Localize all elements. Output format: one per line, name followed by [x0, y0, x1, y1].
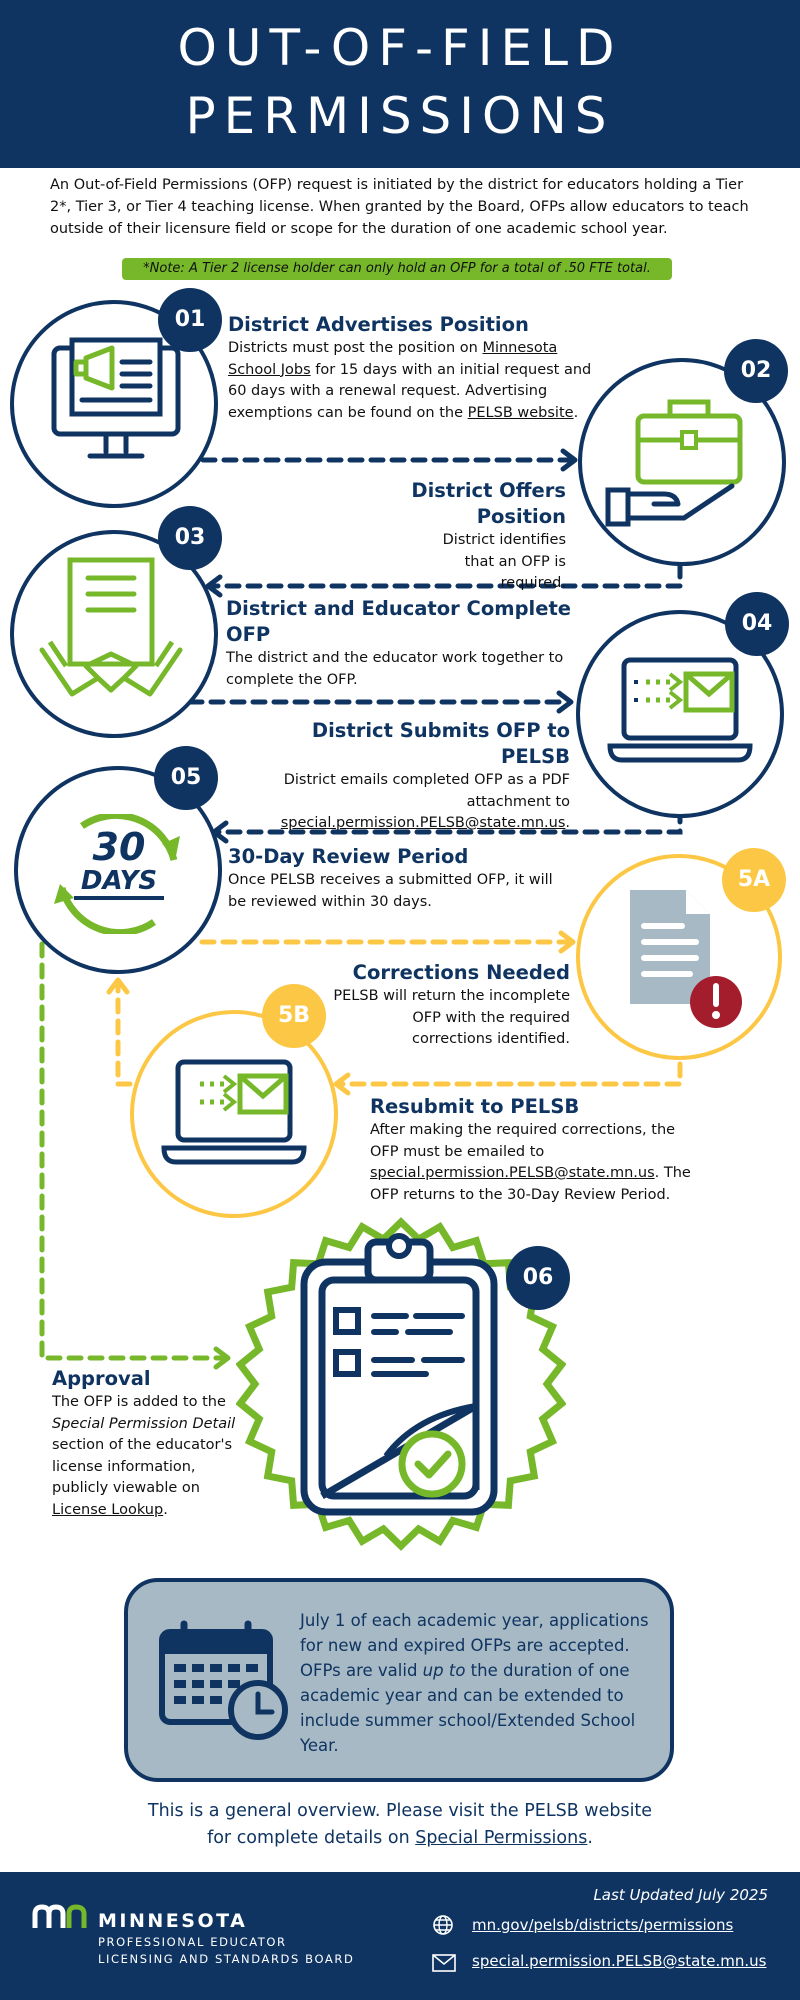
- footer: [0, 1872, 800, 2000]
- step-04-title: District Submits OFP to PELSB: [311, 719, 570, 768]
- website-link[interactable]: mn.gov/pelsb/districts/permissions: [472, 1916, 734, 1934]
- 30-label: 30: [92, 825, 146, 869]
- calendar-clock-icon: [158, 1620, 288, 1740]
- callout-text: July 1 of each academic year, applications for new and expired OFPs are accepted. OFPs are valid up to the duration of one academic year and can be extended to include summer school/Extended School Year.: [300, 1611, 649, 1755]
- step-5b-body: After making the required corrections, the OFP must be emailed to special.permission.PELSB@state.mn.us. The OFP returns to the 30-Day Review Period.: [370, 1122, 691, 1203]
- step-05-text: [228, 844, 568, 913]
- email-link-step5b[interactable]: special.permission.PELSB@state.mn.us: [370, 1165, 655, 1181]
- page-title-line2: PERMISSIONS: [185, 87, 615, 145]
- step-05-title: 30-Day Review Period: [228, 845, 469, 868]
- document-alert-icon: [620, 884, 750, 1034]
- brand-subtitle: PROFESSIONAL EDUCATOR LICENSING AND STANDARDS BOARD: [98, 1935, 355, 1966]
- step-06-title: Approval: [52, 1367, 151, 1390]
- email-link-step04[interactable]: special.permission.PELSB@state.mn.us: [280, 815, 566, 831]
- step-5b-number: 5B: [262, 984, 326, 1048]
- step-03-number: 03: [158, 506, 222, 570]
- step-05-body: Once PELSB receives a submitted OFP, it will be reviewed within 30 days.: [228, 872, 553, 910]
- overview-text: [0, 1798, 800, 1852]
- step-04-text: [240, 718, 570, 835]
- step-04-body: District emails completed OFP as a PDF attachment to special.permission.PELSB@state.mn.us.: [280, 772, 570, 831]
- license-lookup-link[interactable]: License Lookup: [52, 1501, 164, 1518]
- step-06-number: 06: [506, 1246, 570, 1310]
- step-02-text: [326, 478, 566, 595]
- overview-line1: This is a general overview. Please visit the PELSB website: [147, 1801, 653, 1821]
- globe-icon: [432, 1914, 454, 1936]
- special-permissions-link[interactable]: Special Permissions: [415, 1828, 588, 1848]
- overview-line2: for complete details on Special Permissions.: [207, 1828, 593, 1848]
- step-5b-text: [370, 1094, 700, 1206]
- megaphone-monitor-icon: [46, 334, 186, 474]
- laptop-email-icon: [606, 652, 754, 772]
- step-02-title: District Offers Position: [411, 479, 566, 528]
- pelsb-website-link[interactable]: PELSB website: [467, 404, 574, 421]
- step-01-text: [228, 312, 604, 424]
- step-03-title: District and Educator Complete OFP: [226, 597, 572, 646]
- tier2-note: *Note: A Tier 2 license holder can only hold an OFP for a total of .50 FTE total.: [122, 258, 672, 280]
- step-5b-title: Resubmit to PELSB: [370, 1095, 580, 1118]
- step-5a-text: [330, 960, 570, 1051]
- minnesota-school-jobs-link[interactable]: Minnesota School Jobs: [228, 340, 558, 378]
- connector-5b-05: [118, 984, 130, 1084]
- mn-logo-icon: [32, 1904, 88, 1930]
- step-06-body: The OFP is added to the Special Permission Detail section of the educator's license information, publicly viewable on License Lookup.: [52, 1394, 236, 1518]
- brand-name: MINNESOTA: [98, 1910, 248, 1932]
- step-02-body: District identifies that an OFP is required.: [442, 532, 566, 591]
- briefcase-hand-icon: [602, 390, 762, 530]
- days-label: DAYS: [74, 866, 164, 900]
- step-03-body: The district and the educator work together to complete the OFP.: [226, 650, 564, 688]
- connector-5a-5b: [338, 1064, 680, 1084]
- step-03-text: [226, 596, 596, 691]
- step-04-number: 04: [725, 592, 789, 656]
- step-05-number: 05: [154, 746, 218, 810]
- step-5a-body: PELSB will return the incomplete OFP with the required corrections identified.: [333, 988, 570, 1047]
- july-callout: [124, 1578, 674, 1782]
- step-06-text: [52, 1366, 242, 1521]
- intro-paragraph: An Out-of-Field Permissions (OFP) request is initiated by the district for educators holding a Tier 2*, Tier 3, or Tier 4 teaching license. When granted by the Board, OFPs allow educators to teach outside of their licensure field or scope for the duration of one academic school year.: [50, 177, 749, 237]
- step-01-number: 01: [158, 288, 222, 352]
- step-01-body: Districts must post the position on Minnesota School Jobs for 15 days with an initial request and 60 days with a renewal request. Advertising exemptions can be found on the PELSB website.: [228, 340, 592, 421]
- laptop-email-icon: [160, 1054, 308, 1174]
- handshake-document-icon: [36, 554, 186, 714]
- step-02-number: 02: [724, 339, 788, 403]
- step-01-title: District Advertises Position: [228, 313, 529, 336]
- step-5a-number: 5A: [722, 848, 786, 912]
- page-title-line1: OUT-OF-FIELD: [177, 19, 623, 77]
- envelope-icon: [432, 1954, 456, 1972]
- last-updated: Last Updated July 2025: [593, 1886, 768, 1904]
- email-link-footer[interactable]: special.permission.PELSB@state.mn.us: [472, 1952, 767, 1970]
- step-5a-title: Corrections Needed: [352, 961, 570, 984]
